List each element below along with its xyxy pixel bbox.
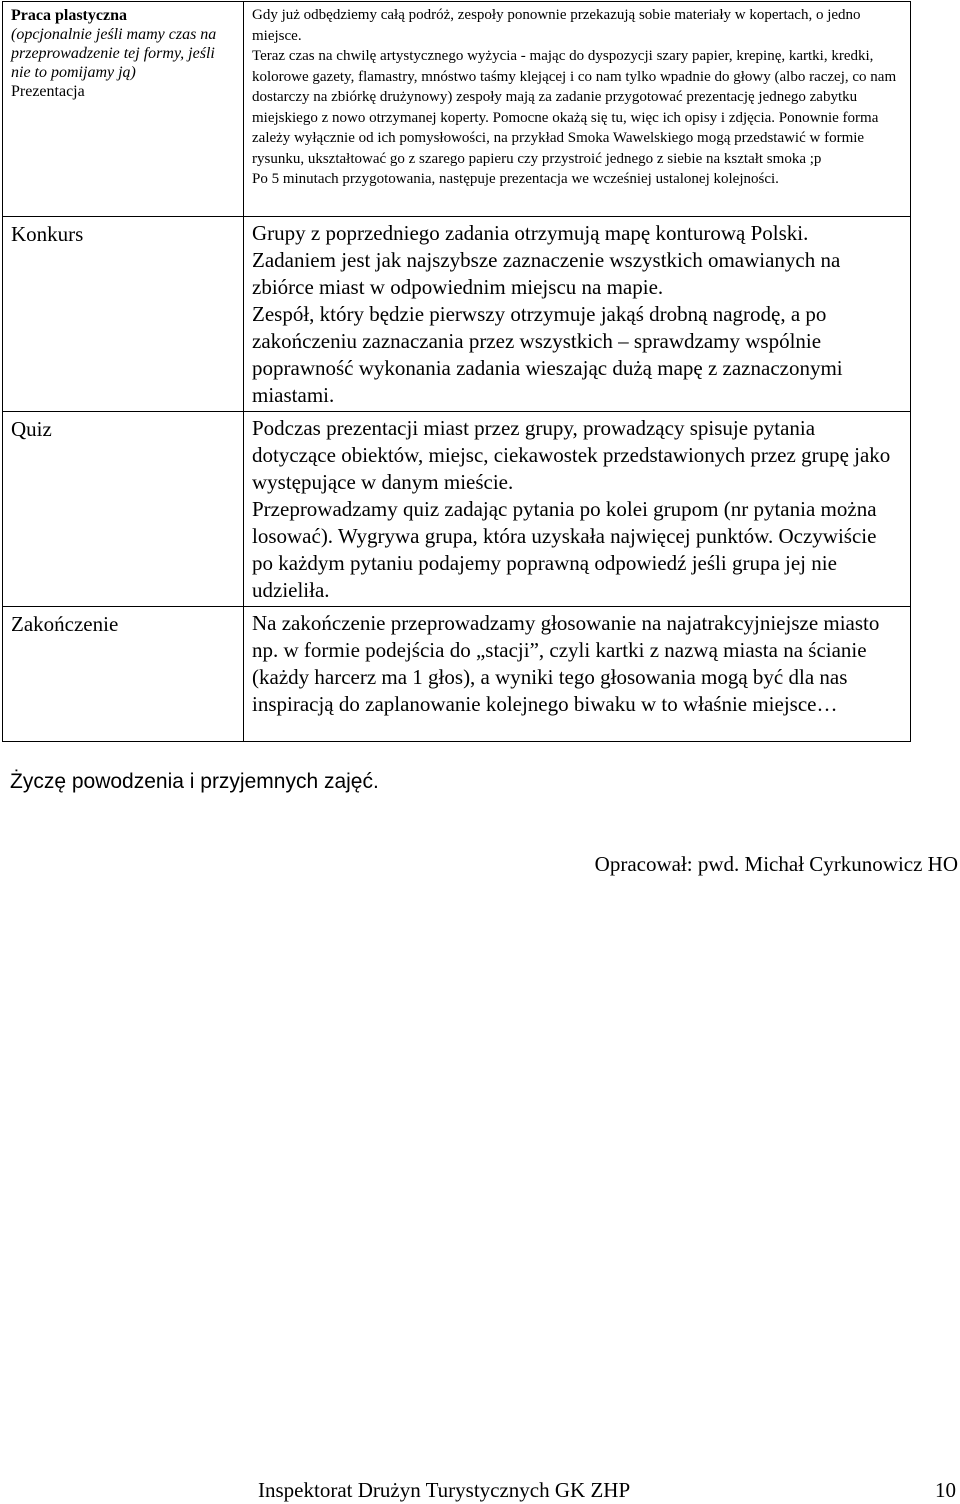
content-paragraph: Teraz czas na chwilę artystycznego wyżycia - mając do dyspozycji szary papier, krepinę, kartki, kredki, kolorowe gazety, flamastry, mnóstwo taśmy klejącej i co nam tylko wpadnie do głowy (albo raczej, co nam dostarczy na zbiórkę drużynowy) zespoły mają za zadanie przygotować prezentację jednego zabytku miejskiego z nowo otrzymanej koperty. Pomocne okażą się tu, więc ich opisy i zdjęcia. Ponownie forma zależy wyłącznie od ich pomysłowości, na przykład Smoka Wawelskiego mogą przedstawić w formie rysunku, ukształtować go z szarego papieru czy przystroić jednego z siebie na kształt smoka ;p <box>252 48 897 167</box>
table-row <box>3 2 911 217</box>
content-paragraph: Po 5 minutach przygotowania, następuje prezentacja we wcześniej ustalonej kolejności. <box>252 171 779 187</box>
content-paragraph: Podczas prezentacji miast przez grupy, prowadzący spisuje pytania dotyczące obiektów, miejsc, ciekawostek przedstawionych przez grupę jako występujące w danym mieście. <box>252 416 891 494</box>
content-paragraph: Zadaniem jest jak najszybsze zaznaczenie wszystkich omawianych na zbiórce miast w odpowiednim miejscu na mapie. <box>252 248 841 299</box>
page-number: 10 <box>935 1478 956 1502</box>
author-signature: Opracował: pwd. Michał Cyrkunowicz HO <box>594 852 958 876</box>
footer-organization: Inspektorat Drużyn Turystycznych GK ZHP <box>258 1478 631 1502</box>
section-title: Zakończenie <box>11 612 119 636</box>
row-label-cell <box>3 217 244 412</box>
section-title: Quiz <box>11 417 52 441</box>
content-paragraph: Gdy już odbędziemy całą podróż, zespoły ponownie przekazują sobie materiały w kopertach, o jedno miejsce. <box>252 7 861 44</box>
section-title: Konkurs <box>11 222 84 246</box>
row-content-cell <box>244 2 911 217</box>
row-content-cell <box>244 607 911 742</box>
content-paragraph: Przeprowadzamy quiz zadając pytania po kolei grupom (nr pytania można losować). Wygrywa grupa, która uzyskała najwięcej punktów. Oczywiście po każdym pytaniu podajemy poprawną odpowiedź jeśli grupa jej nie udzieliła. <box>252 497 877 602</box>
row-label-cell <box>3 607 244 742</box>
section-note: (opcjonalnie jeśli mamy czas na przeprowadzenie tej formy, jeśli nie to pomijamy ją) <box>11 26 217 81</box>
row-label-cell <box>3 2 244 217</box>
row-content-cell <box>244 412 911 607</box>
content-paragraph: Na zakończenie przeprowadzamy głosowanie na najatrakcyjniejsze miasto np. w formie podejścia do „stacji”, czyli kartki z nazwą miasta na ścianie (każdy harcerz ma 1 głos), a wyniki tego głosowania mogą być dla nas inspiracją do zaplanowanie kolejnego biwaku w to właśnie miejsce… <box>252 611 880 716</box>
section-title: Praca plastyczna <box>11 7 127 24</box>
content-paragraph: Zespół, który będzie pierwszy otrzymuje jakąś drobną nagrodę, a po zakończeniu zaznaczania przez wszystkich – sprawdzamy wspólnie poprawność wykonania zadania wieszając dużą mapę z zaznaczonymi miastami. <box>252 302 843 407</box>
closing-wish: Życzę powodzenia i przyjemnych zajęć. <box>10 770 379 793</box>
content-paragraph: Grupy z poprzedniego zadania otrzymują mapę konturową Polski. <box>252 221 809 245</box>
lesson-plan-table <box>2 1 911 742</box>
row-content-cell <box>244 217 911 412</box>
table-row <box>3 412 911 607</box>
table-row <box>3 217 911 412</box>
section-subtitle: Prezentacja <box>11 83 85 100</box>
table-row <box>3 607 911 742</box>
row-label-cell <box>3 412 244 607</box>
